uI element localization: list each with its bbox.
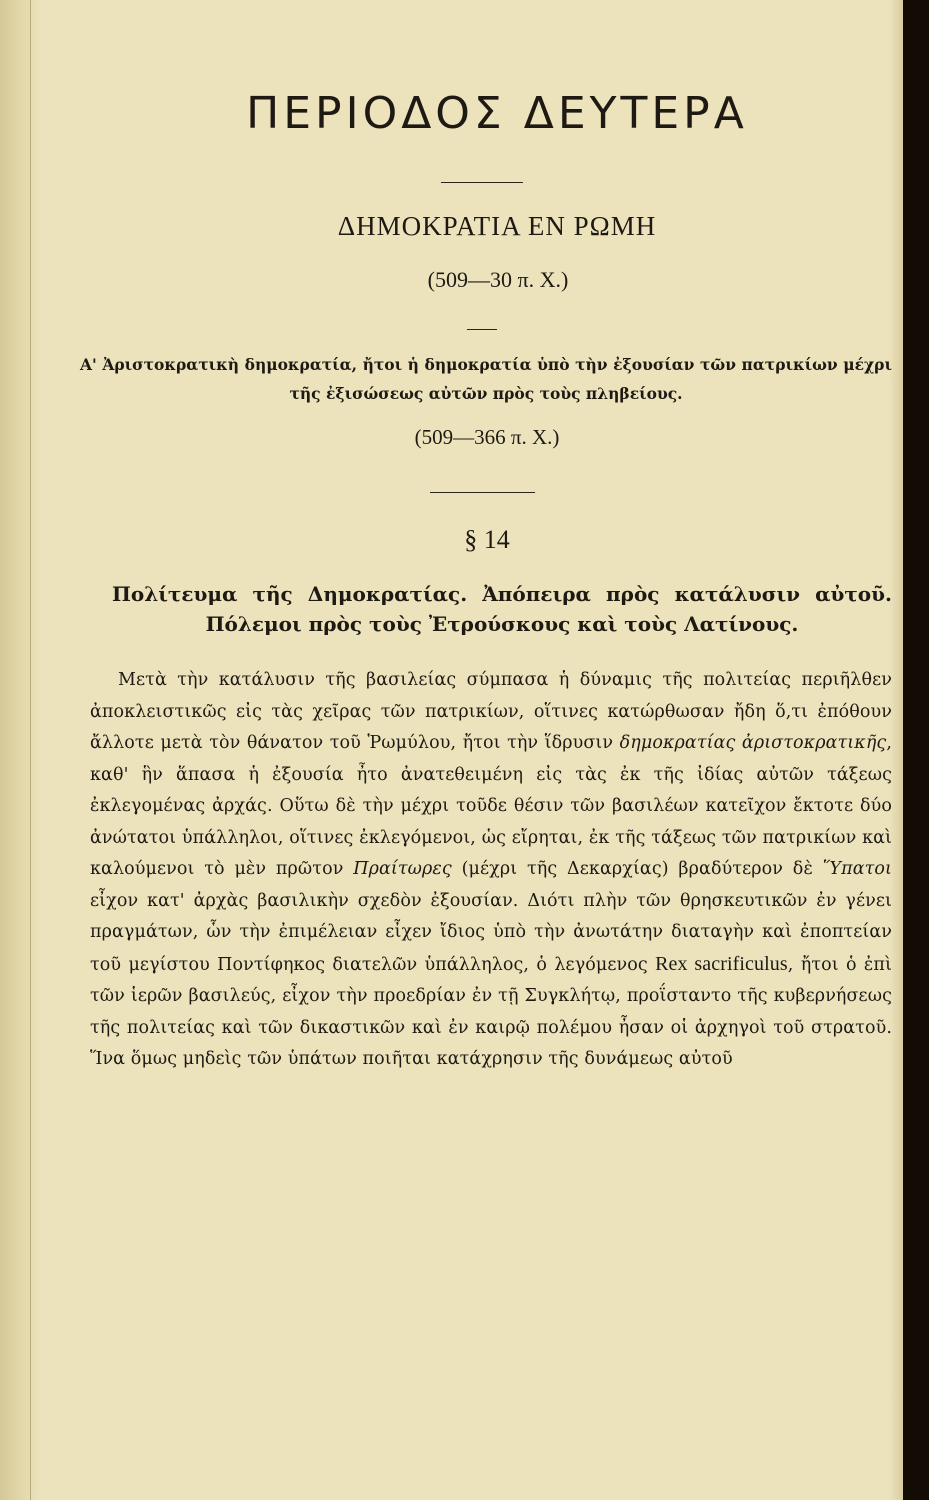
- body-text-part: , καθ' ἣν ἅπασα ἡ ἐξουσία ἦτο ἀνατεθειμένη εἰς τὰς ἐκ τῆς ἰδίας αὐτῶν τάξεως ἐκλεγομένας ἀρχάς. Οὕτω δὲ τὴν μέχρι τοῦδε θέσιν τῶν βασιλέων κατεῖχον ἔκτοτε δύο ἀνώτατοι ὑπάλληλοι, οἵτινες ἐκλεγόμενοι, ὡς εἴρηται, ἐκ τῆς τάξεως τῶν πατρικίων καὶ καλούμενοι τὸ μὲν πρῶτον: [90, 733, 892, 879]
- paragraph-heading: Πολίτευμα τῆς Δημοκρατίας. Ἀπόπειρα πρὸς κατάλυσιν αὐτοῦ. Πόλεμοι πρὸς τοὺς Ἐτρούσκους καὶ τοὺς Λατίνους.: [112, 582, 892, 636]
- body-latin-term: Rex sacrificulus: [655, 952, 788, 975]
- body-italic-term: Πραίτωρες: [353, 859, 452, 879]
- title-divider: [441, 182, 523, 183]
- section-subtitle: ΔΗΜΟΚΡΑΤΙΑ ΕΝ ΡΩΜΗ: [337, 211, 657, 241]
- body-paragraph: [72, 665, 892, 1076]
- section-a-dates: (509—366 π. Χ.): [414, 425, 560, 449]
- page-left-edge: [0, 0, 42, 1500]
- body-italic-term: Ὕπατοι: [822, 859, 892, 879]
- period-dates: (509—30 π. Χ.): [427, 267, 569, 292]
- body-text-part: εἶχον κατ' ἀρχὰς βασιλικὴν σχεδὸν ἐξουσίαν. Διότι πλὴν τῶν θρησκευτικῶν ἐν γένει πραγμάτων, ὧν τὴν ἐπιμέλειαν εἶχεν ἴδιος ὑπὸ τὴν ἀνωτάτην διαταγὴν καὶ ἐποπτείαν τοῦ μεγίστου Ποντίφηκος διατελῶν ὑπάλληλος, ὁ λεγόμενος: [90, 890, 892, 975]
- page-content: [72, 70, 892, 1076]
- page-right-edge: [903, 0, 929, 1500]
- paragraph-number: § 14: [464, 525, 510, 554]
- short-divider: [467, 329, 497, 330]
- section-divider: [430, 492, 535, 493]
- body-text-part: , ἤτοι ὁ ἐπὶ τῶν ἱερῶν βασιλεύς, εἶχον τὴν προεδρίαν ἐν τῇ Συγκλήτῳ, προΐσταντο τῆς κυβερνήσεως τῆς πολιτείας καὶ τῶν δικαστικῶν καὶ ἐν καιρῷ πολέμου ἦσαν οἱ ἀρχηγοὶ τοῦ στρατοῦ. Ἵνα ὅμως μηδεὶς τῶν ὑπάτων ποιῆται κατάχρησιν τῆς δυνάμεως αὐτοῦ: [90, 954, 892, 1069]
- section-a-title: Α' Ἀριστοκρατικὴ δημοκρατία, ἤτοι ἡ δημοκρατία ὑπὸ τὴν ἐξουσίαν τῶν πατρικίων μέχρι τῆς ἐξισώσεως αὐτῶν πρὸς τοὺς πληβείους.: [80, 355, 892, 403]
- body-text-part: Μετὰ τὴν κατάλυσιν τῆς βασιλείας σύμπασα ἡ δύναμις τῆς πολιτείας περιῆλθεν ἀποκλειστικῶς εἰς τὰς χεῖρας τῶν πατρικίων, οἵτινες κατώρθωσαν ἤδη ὅ,τι ἐπόθουν ἄλλοτε μετὰ τὸν θάνατον τοῦ Ῥωμύλου, ἤτοι τὴν ἵδρυσιν: [90, 670, 892, 753]
- body-text-part: (μέχρι τῆς Δεκαρχίας) βραδύτερον δὲ: [451, 859, 823, 879]
- period-title: ΠΕΡΙΟΔΟΣ ΔΕΥΤΕΡΑ: [246, 88, 748, 139]
- page-fold-line: [30, 0, 31, 1500]
- body-italic-term: δημοκρατίας ἀριστοκρατικῆς: [619, 733, 887, 753]
